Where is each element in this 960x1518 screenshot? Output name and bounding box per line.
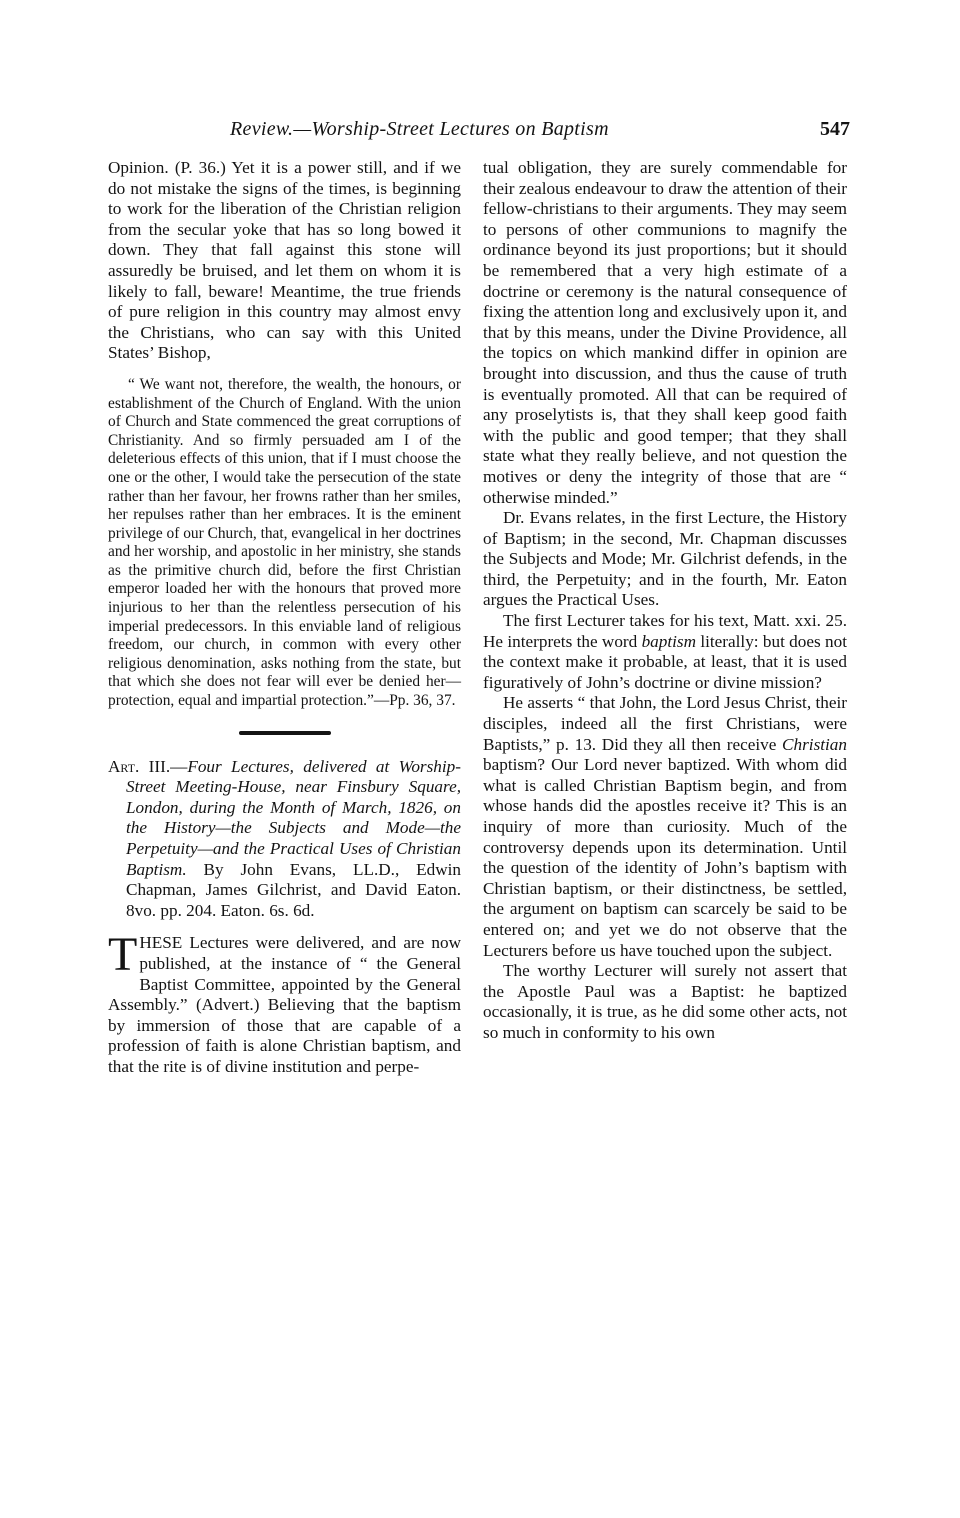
article-title: Four Lectures, delivered at Worship-Street Meeting-House, near Finsbury Square, London, during the Month of March, 1826, on the History—the Subjects and Mode—the Perpetuity—and the Practical Uses of Christian Baptism. bbox=[126, 756, 461, 879]
intro-text: Lectures were delivered, and are now published, at the instance of “ the General Baptist Committee, appointed by the General Assembly.” (Advert.) Believing that the baptism by immersion of those that are capable of a profession of faith is alone Christian baptism, and that the rite is of divine institution and perpe- bbox=[108, 933, 461, 1076]
drop-cap: T bbox=[108, 928, 138, 982]
bishop-quote: “ We want not, therefore, the wealth, the honours, or establishment of the Church of England. With the union of Church and State commenced the great corruptions of Christianity. And so firmly persuaded am I of the deleterious effects of this union, that if I must choose the one or the other, I would take the persecution of the state rather than her favour, her frowns rather than her smiles, her repulses rather than her embraces. It is the eminent privilege of our Church, that, evangelical in her doctrines and her worship, and apostolic in her ministry, she stands as the primitive church did, before the first Christian emperor loaded her with the honours that proved more injurious to her than the relentless persecution of his imperial predecessors. In this enviable land of religious freedom, our church, in common with every other religious denomination, asks nothing from the state, but that which she does not fear will ever be denied her—protection, equal and impartial protection.”—Pp. 36, 37. bbox=[108, 375, 462, 710]
paragraph-first-lecturer bbox=[483, 611, 847, 693]
paragraph-lectures-summary: Dr. Evans relates, in the first Lecture, the History of Baptism; in the second, Mr. Chapman discusses the Subjects and Mode; Mr. Gilchrist defends, in the third, the Perpetuity; and in the fourth, Mr. Eaton argues the Practical Uses. bbox=[483, 508, 847, 610]
paragraph-opinion: Opinion. (P. 36.) Yet it is a power still, and if we do not mistake the signs of the times, is beginning to work for the liberation of the Christian religion from the secular yoke that has so long bowed it down. They that fall against this stone will assuredly be bruised, and let them on whom it is likely to fall, beware! Meantime, the true friends of pure religion in this country may almost envy the Christians, who can say with this United States’ Bishop, bbox=[108, 158, 461, 363]
running-title: Review.—Worship-Street Lectures on Baptism bbox=[230, 118, 609, 140]
john-text-cont: baptism? Our Lord never baptized. With whom did what is called Christian Baptism begin, and from whose hands did the apostles receive it? This is an inquiry of more than curiosity. Much of the controversy depends upon its determination. Until the question of the identity of John’s baptism with Christian baptism, or their distinctness, be settled, the argument on baptism can scarcely be said to be entered on; and yet we do not observe that the Lecturers before us have touched upon the subject. bbox=[483, 755, 847, 960]
paragraph-intro bbox=[108, 928, 461, 1077]
first-lecturer-text-cont: literally: but does not the context make it probable, at least, that it is used figuratively of John’s doctrine or divine mission? bbox=[483, 631, 847, 692]
running-header bbox=[110, 118, 850, 148]
paragraph-obligation: tual obligation, they are surely commendable for their zealous endeavour to draw the attention of their fellow-christians to their arguments. They may seem to persons of other communions to magnify the ordinance beyond its just proportions; but it should be remembered that a very high estimate of a doctrine or ceremony is the natural consequence of fixing the attention long and exclusively upon it, and that by this means, under the Divine Providence, all the topics on which mankind differ in opinion are brought into discussion, and thus the cause of truth is eventually promoted. All that can be required of any proselytists is, that they shall keep good faith with the public and good temper; that they shall state what they really believe, and not question the motives or deny the integrity of those that are “ otherwise minded.” bbox=[483, 158, 847, 507]
right-column bbox=[483, 158, 847, 1044]
emphasis-christian: Christian bbox=[782, 734, 847, 754]
left-column bbox=[108, 158, 461, 1078]
section-divider bbox=[239, 731, 331, 735]
emphasis-baptism: baptism bbox=[641, 631, 697, 651]
article-heading bbox=[108, 757, 461, 922]
page-number: 547 bbox=[820, 118, 850, 140]
paragraph-john-baptists bbox=[483, 693, 847, 961]
paragraph-apostle-paul: The worthy Lecturer will surely not assert that the Apostle Paul was a Baptist: he baptized occasionally, it is true, as he did some other acts, not so much in conformity to his own bbox=[483, 961, 847, 1042]
intro-small-caps: HESE bbox=[139, 933, 183, 953]
john-text: He asserts “ that John, the Lord Jesus Christ, their disciples, indeed all the first Christians, were Baptists,” p. 13. Did they all then receive bbox=[483, 693, 847, 754]
article-label: Art. III.— bbox=[108, 756, 188, 776]
first-lecturer-text: The first Lecturer takes for his text, Matt. xxi. 25. He interprets the word bbox=[483, 611, 847, 651]
article-byline: By John Evans, LL.D., Edwin Chapman, James Gilchrist, and David Eaton. 8vo. pp. 204. Eaton. 6s. 6d. bbox=[126, 859, 461, 920]
